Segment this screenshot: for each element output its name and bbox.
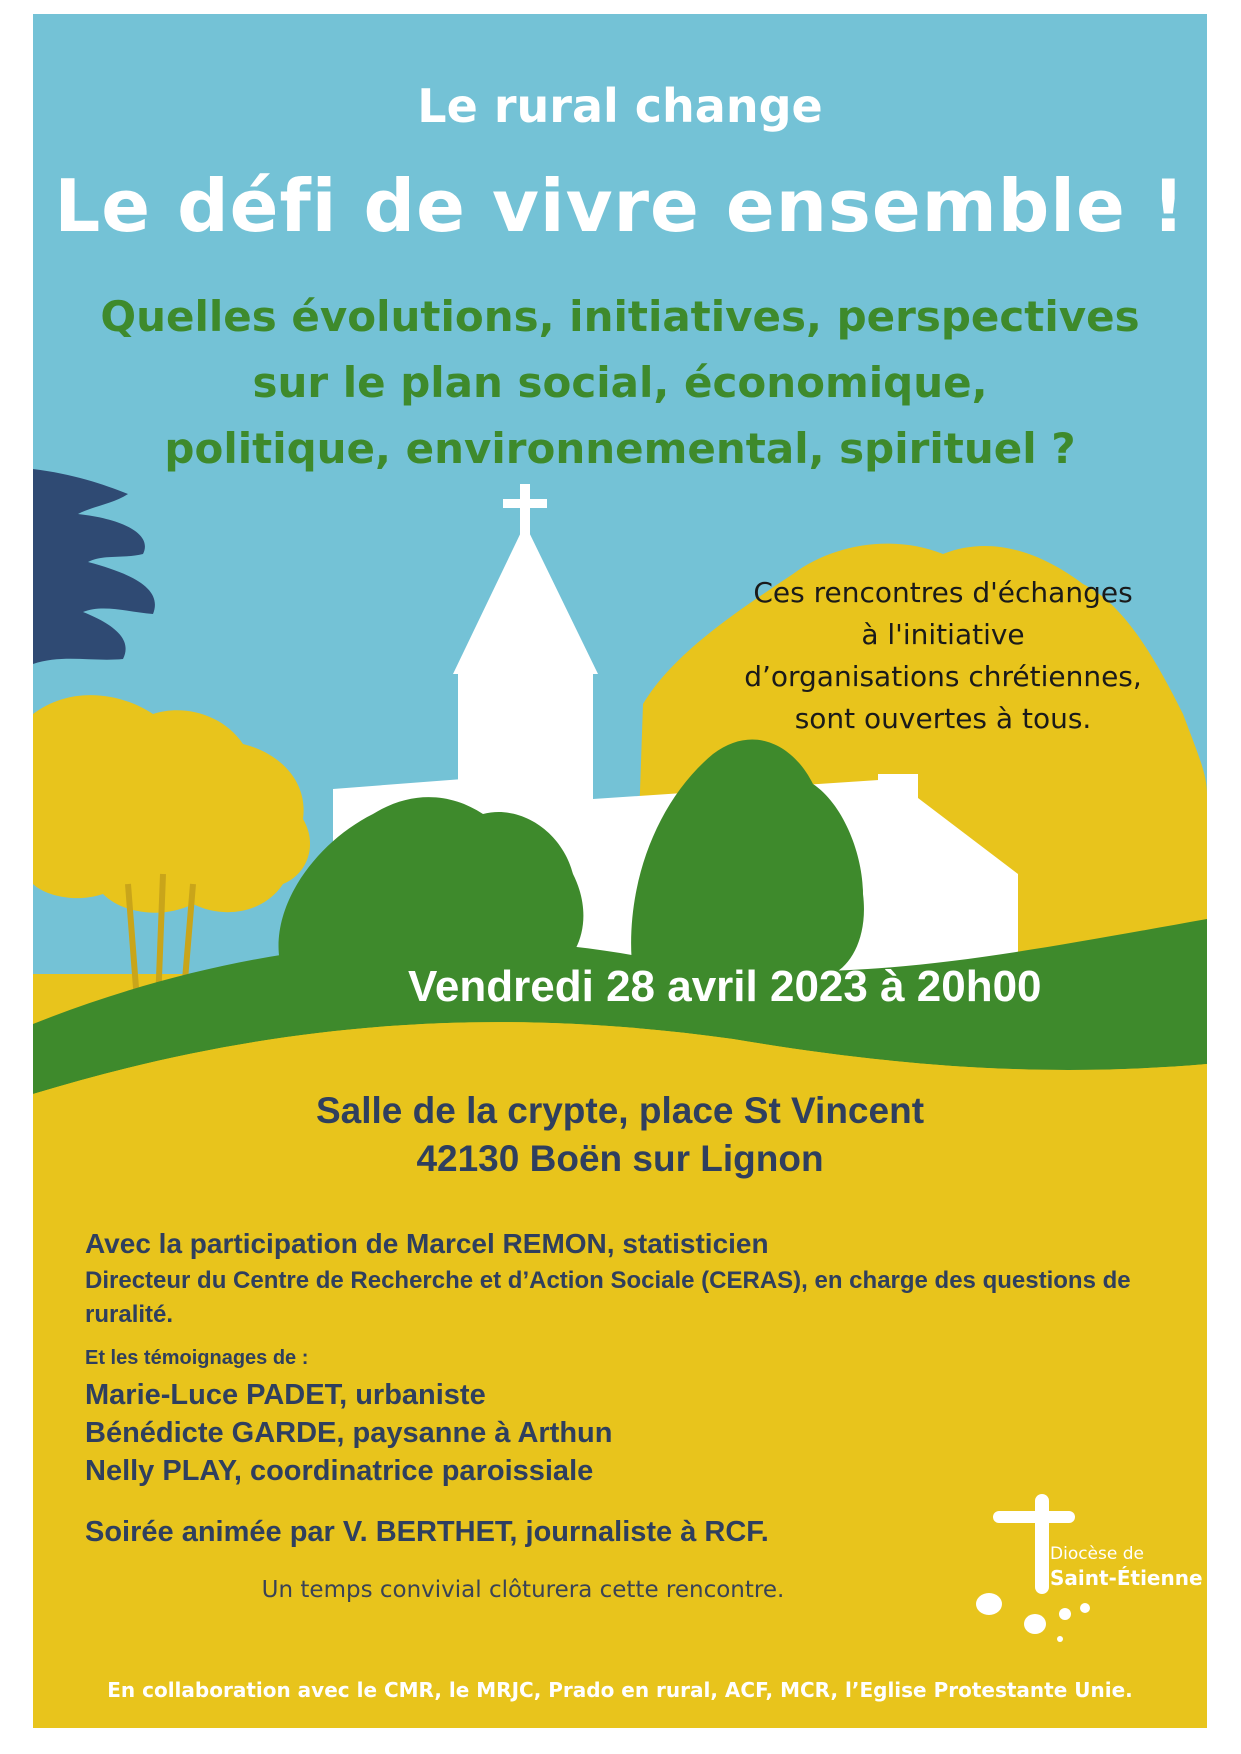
church-cross-horizontal xyxy=(503,499,547,508)
venue-block xyxy=(33,1087,1207,1183)
participation-line: Avec la participation de Marcel REMON, statisticien xyxy=(85,1228,769,1259)
questions-line: sur le plan social, économique, xyxy=(252,358,988,407)
main-title: Le défi de vivre ensemble ! xyxy=(54,164,1186,248)
questions-line: Quelles évolutions, initiatives, perspectives xyxy=(100,292,1140,341)
witness-list xyxy=(85,1376,612,1490)
poster xyxy=(33,14,1207,1728)
intro-line: à l'initiative xyxy=(861,618,1025,651)
diocese-name-line1: Diocèse de xyxy=(1050,1544,1144,1564)
diocese-logo-cross-arm xyxy=(993,1511,1075,1523)
speaker-role: Directeur du Centre de Recherche et d’Action Sociale (CERAS), en charge des questions de ruralité. xyxy=(85,1267,1131,1328)
diocese-logo-dot xyxy=(1059,1608,1071,1620)
closing-line: Un temps convivial clôturera cette rencontre. xyxy=(261,1577,785,1603)
questions-line: politique, environnemental, spirituel ? xyxy=(164,424,1076,473)
intro-line: Ces rencontres d'échanges xyxy=(753,576,1133,609)
host-line: Soirée animée par V. BERTHET, journaliste à RCF. xyxy=(85,1516,769,1548)
witness-item: Marie-Luce PADET, urbaniste xyxy=(85,1379,486,1411)
diocese-name-line2: Saint-Étienne xyxy=(1050,1566,1203,1590)
testimony-intro: Et les témoignages de : xyxy=(85,1347,309,1369)
diocese-logo-dot xyxy=(1080,1603,1090,1613)
venue-line: 42130 Boën sur Lignon xyxy=(416,1138,824,1179)
church-chimney xyxy=(878,774,918,814)
intro-text xyxy=(673,572,1207,740)
witness-item: Nelly PLAY, coordinatrice paroissiale xyxy=(85,1455,594,1487)
questions-block xyxy=(33,284,1207,482)
intro-line: d’organisations chrétiennes, xyxy=(744,660,1142,693)
diocese-logo-dot xyxy=(1057,1636,1063,1642)
diocese-logo-cross-stem xyxy=(1035,1494,1049,1594)
kicker-heading: Le rural change xyxy=(417,79,823,133)
venue-line: Salle de la crypte, place St Vincent xyxy=(315,1090,925,1131)
event-datetime: Vendredi 28 avril 2023 à 20h00 xyxy=(408,962,1042,1011)
intro-line: sont ouvertes à tous. xyxy=(794,702,1092,735)
footer-collaboration: En collaboration avec le CMR, le MRJC, Prado en rural, ACF, MCR, l’Eglise Protestante Unie. xyxy=(107,1678,1133,1702)
diocese-logo-dot xyxy=(1024,1614,1046,1634)
witness-item: Bénédicte GARDE, paysanne à Arthun xyxy=(85,1417,613,1449)
